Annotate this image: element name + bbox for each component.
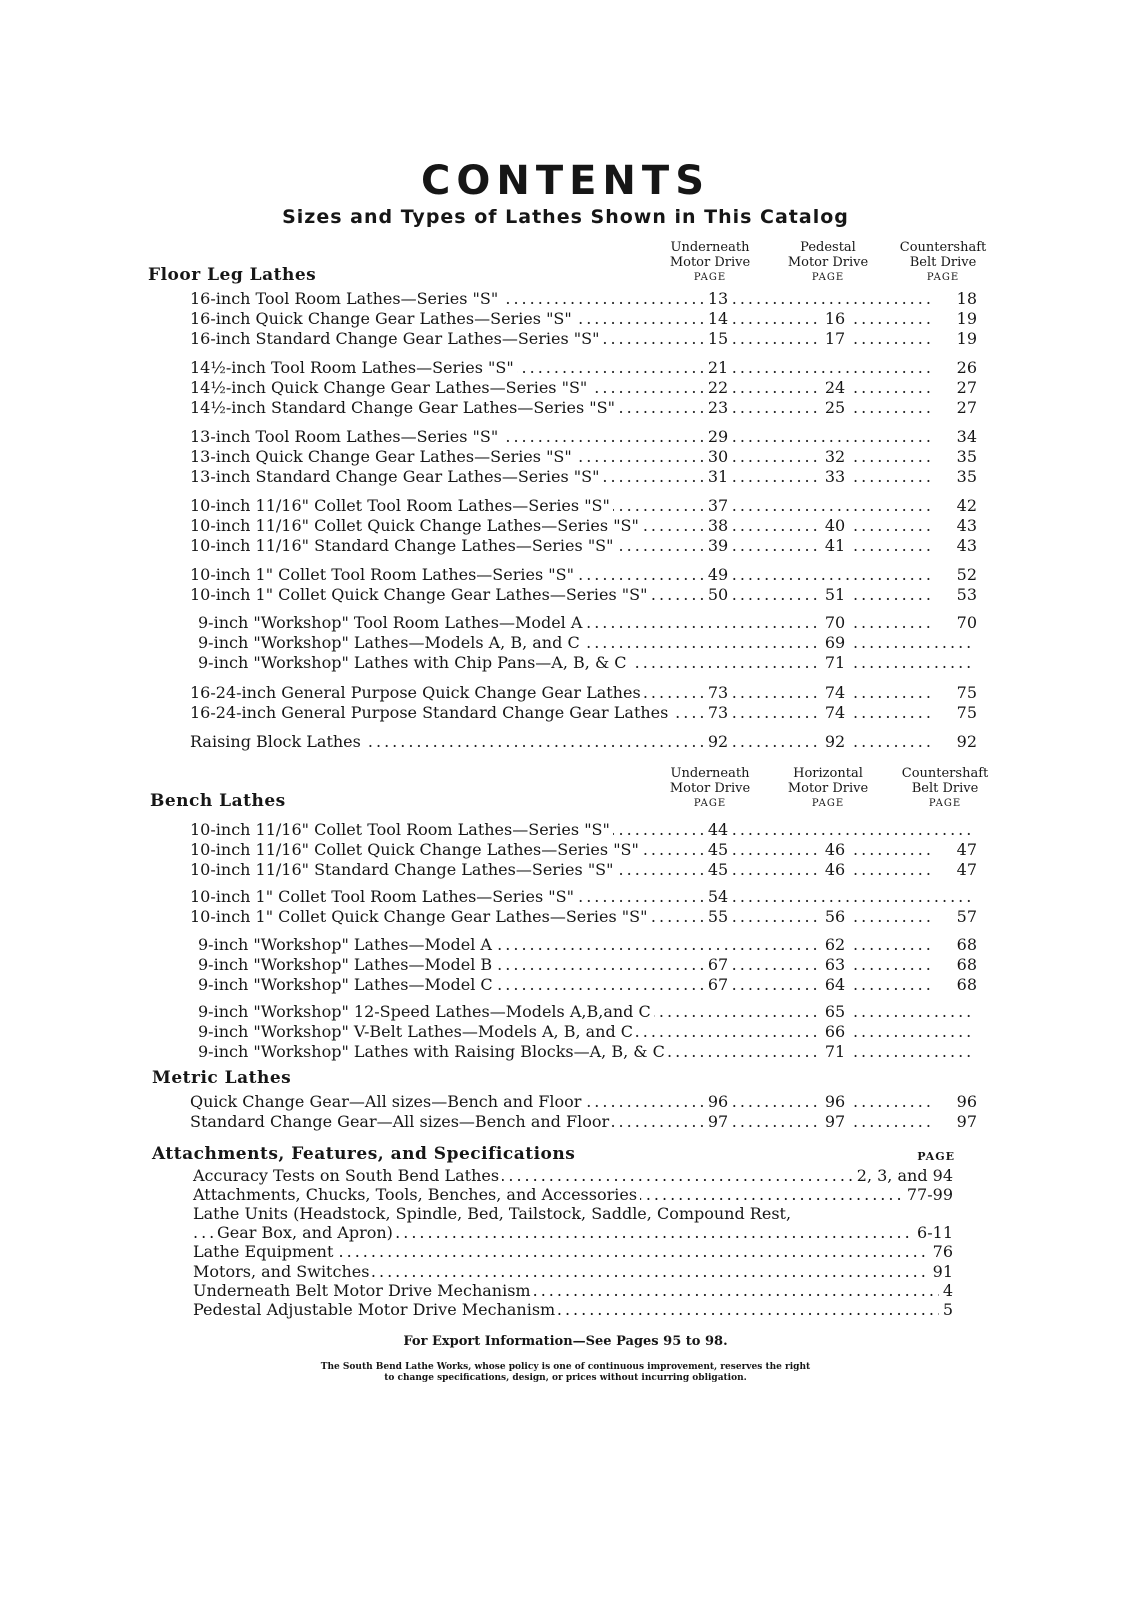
toc-row-label: 16-inch Standard Change Gear Lathes—Series "S"	[190, 328, 602, 349]
toc-row-label: Quick Change Gear—All sizes—Bench and Floor	[190, 1091, 584, 1112]
page-subtitle: Sizes and Types of Lathes Shown in This Catalog	[282, 206, 849, 228]
toc-page-number: 45	[703, 859, 733, 880]
toc-page-number: 31	[703, 466, 733, 487]
toc-page-number: 21	[703, 357, 733, 378]
attachments-row-label: Underneath Belt Motor Drive Mechanism	[193, 1281, 534, 1300]
toc-page-number: 14	[703, 308, 733, 329]
toc-row	[190, 564, 975, 585]
toc-row	[198, 652, 975, 673]
metric-section-heading: Metric Lathes	[152, 1068, 292, 1088]
attachments-row	[193, 1262, 953, 1281]
toc-page-number: 46	[820, 859, 850, 880]
toc-row-label: 16-24-inch General Purpose Standard Change Gear Lathes	[190, 702, 671, 723]
toc-page-number: 66	[820, 1021, 850, 1042]
toc-row-label: 16-24-inch General Purpose Quick Change Gear Lathes	[190, 682, 644, 703]
toc-page-number: 19	[935, 308, 977, 329]
toc-page-number: 44	[703, 819, 733, 840]
toc-row	[198, 1021, 975, 1042]
toc-page-number: 43	[935, 515, 977, 536]
toc-row	[190, 731, 975, 752]
toc-page-number: 22	[703, 377, 733, 398]
toc-row	[190, 288, 975, 309]
toc-page-number: 40	[820, 515, 850, 536]
toc-page-number: 17	[820, 328, 850, 349]
toc-row-label: 10-inch 1" Collet Quick Change Gear Lathes—Series "S"	[190, 584, 650, 605]
toc-row-label: Standard Change Gear—All sizes—Bench and Floor	[190, 1111, 612, 1132]
toc-page-number: 46	[820, 839, 850, 860]
attachments-row-label: Gear Box, and Apron)	[217, 1223, 396, 1242]
floor-section-heading: Floor Leg Lathes	[148, 265, 317, 285]
toc-row	[198, 1001, 975, 1022]
toc-row-label: 10-inch 11/16" Standard Change Lathes—Series "S"	[190, 859, 617, 880]
toc-row-label: 13-inch Tool Room Lathes—Series "S"	[190, 426, 501, 447]
toc-row-label: 9-inch "Workshop" Lathes—Model A	[198, 934, 495, 955]
toc-row-label: 10-inch 1" Collet Tool Room Lathes—Series "S"	[190, 564, 577, 585]
toc-page-number: 75	[935, 702, 977, 723]
attachments-row-label: Accuracy Tests on South Bend Lathes	[193, 1166, 502, 1185]
toc-page-number: 53	[935, 584, 977, 605]
attachments-page-number: 77-99	[903, 1185, 953, 1204]
attachments-row	[193, 1204, 953, 1223]
toc-row-label: 9-inch "Workshop" Lathes with Chip Pans—A, B, & C	[198, 652, 630, 673]
toc-page-number: 51	[820, 584, 850, 605]
toc-row	[198, 974, 975, 995]
toc-row	[190, 446, 975, 467]
attachments-page-number: 4	[939, 1281, 953, 1300]
toc-page-number: 68	[935, 974, 977, 995]
toc-page-number: 30	[703, 446, 733, 467]
toc-page-number: 35	[935, 466, 977, 487]
toc-row-label: 9-inch "Workshop" 12-Speed Lathes—Models A,B,and C	[198, 1001, 654, 1022]
toc-row	[190, 357, 975, 378]
toc-page-number: 47	[935, 839, 977, 860]
toc-page-number: 97	[703, 1111, 733, 1132]
toc-page-number: 57	[935, 906, 977, 927]
toc-row-label: 9-inch "Workshop" V-Belt Lathes—Models A, B, and C	[198, 1021, 636, 1042]
toc-row-label: 10-inch 1" Collet Tool Room Lathes—Series "S"	[190, 886, 577, 907]
toc-page-number: 71	[820, 652, 850, 673]
floor-col-header-1: Underneath Motor Drive PAGE	[669, 240, 751, 283]
toc-row	[190, 1091, 975, 1112]
toc-page-number: 65	[820, 1001, 850, 1022]
toc-row	[190, 308, 975, 329]
export-note: For Export Information—See Pages 95 to 98.	[403, 1334, 728, 1349]
toc-row	[190, 426, 975, 447]
toc-row	[190, 886, 975, 907]
toc-page-number: 75	[935, 682, 977, 703]
toc-page-number: 92	[820, 731, 850, 752]
toc-page-number: 33	[820, 466, 850, 487]
toc-page-number: 96	[820, 1091, 850, 1112]
attachments-row-label: Pedestal Adjustable Motor Drive Mechanism	[193, 1300, 558, 1319]
toc-page-number: 69	[820, 632, 850, 653]
toc-page-number: 29	[703, 426, 733, 447]
toc-row-label: 10-inch 1" Collet Quick Change Gear Lathes—Series "S"	[190, 906, 650, 927]
toc-row-label: 10-inch 11/16" Collet Tool Room Lathes—Series "S"	[190, 819, 613, 840]
toc-row-label: 14½-inch Quick Change Gear Lathes—Series "S"	[190, 377, 590, 398]
toc-page-number: 73	[703, 702, 733, 723]
toc-page-number: 73	[703, 682, 733, 703]
toc-row	[190, 466, 975, 487]
attachments-row	[193, 1242, 953, 1261]
toc-page-number: 35	[935, 446, 977, 467]
toc-row	[198, 934, 975, 955]
toc-page-number: 63	[820, 954, 850, 975]
toc-row	[198, 632, 975, 653]
toc-page-number: 71	[820, 1041, 850, 1062]
attachments-row	[193, 1166, 953, 1185]
toc-row	[190, 377, 975, 398]
attachments-page-number: 2, 3, and 94	[853, 1166, 953, 1185]
toc-row-label: 9-inch "Workshop" Lathes—Model C	[198, 974, 496, 995]
toc-page-number: 41	[820, 535, 850, 556]
toc-page-number: 37	[703, 495, 733, 516]
toc-page-number: 24	[820, 377, 850, 398]
toc-row-label: 14½-inch Tool Room Lathes—Series "S"	[190, 357, 517, 378]
toc-page-number: 27	[935, 397, 977, 418]
attachments-row-label: Attachments, Chucks, Tools, Benches, and Accessories	[193, 1185, 640, 1204]
toc-row	[190, 682, 975, 703]
toc-page-number: 70	[935, 612, 977, 633]
toc-page-number: 18	[935, 288, 977, 309]
toc-row	[190, 702, 975, 723]
toc-row-label: 9-inch "Workshop" Tool Room Lathes—Model A	[198, 612, 585, 633]
toc-page-number: 74	[820, 702, 850, 723]
toc-page-number: 27	[935, 377, 977, 398]
attachments-row-label: Lathe Units (Headstock, Spindle, Bed, Tailstock, Saddle, Compound Rest,	[193, 1204, 794, 1223]
toc-page-number: 32	[820, 446, 850, 467]
toc-page-number: 68	[935, 934, 977, 955]
toc-row	[198, 954, 975, 975]
toc-page-number: 49	[703, 564, 733, 585]
attachments-page-number: 91	[929, 1262, 953, 1281]
toc-row-label: 13-inch Quick Change Gear Lathes—Series "S"	[190, 446, 575, 467]
toc-row-label: 16-inch Tool Room Lathes—Series "S"	[190, 288, 501, 309]
toc-page-number: 16	[820, 308, 850, 329]
toc-page-number: 43	[935, 535, 977, 556]
toc-page-number: 92	[703, 731, 733, 752]
toc-page-number: 97	[935, 1111, 977, 1132]
toc-row	[190, 1111, 975, 1132]
toc-row	[190, 495, 975, 516]
toc-row-label: 10-inch 11/16" Standard Change Lathes—Series "S"	[190, 535, 617, 556]
toc-page-number: 39	[703, 535, 733, 556]
toc-page-number: 38	[703, 515, 733, 536]
attachments-page-number: 5	[939, 1300, 953, 1319]
toc-row-label: 16-inch Quick Change Gear Lathes—Series "S"	[190, 308, 575, 329]
toc-page-number: 54	[703, 886, 733, 907]
toc-page-number: 25	[820, 397, 850, 418]
toc-page-number: 23	[703, 397, 733, 418]
attachments-page-number: 6-11	[913, 1223, 953, 1242]
attachments-page-number: 76	[929, 1242, 953, 1261]
toc-page-number: 13	[703, 288, 733, 309]
toc-page-number: 55	[703, 906, 733, 927]
toc-row-label: 9-inch "Workshop" Lathes—Model B	[198, 954, 495, 975]
toc-page-number: 97	[820, 1111, 850, 1132]
toc-row	[190, 839, 975, 860]
toc-row	[190, 515, 975, 536]
footnote: The South Bend Lathe Works, whose policy is one of continuous improvement, reserves the right to change specifications, design, or prices without incurring obligation.	[320, 1362, 811, 1383]
toc-row	[198, 1041, 975, 1062]
toc-page-number: 19	[935, 328, 977, 349]
toc-page-number: 67	[703, 954, 733, 975]
toc-page-number: 74	[820, 682, 850, 703]
attachments-row-label: Motors, and Switches	[193, 1262, 372, 1281]
toc-row	[198, 612, 975, 633]
toc-page-number: 67	[703, 974, 733, 995]
toc-page-number: 34	[935, 426, 977, 447]
toc-page-number: 92	[935, 731, 977, 752]
toc-row-label: 10-inch 11/16" Collet Tool Room Lathes—Series "S"	[190, 495, 613, 516]
toc-page-number: 64	[820, 974, 850, 995]
toc-page-number: 50	[703, 584, 733, 605]
attachments-section-heading: Attachments, Features, and Specifications	[152, 1144, 576, 1164]
toc-row	[190, 819, 975, 840]
page-title: CONTENTS	[420, 158, 710, 204]
bench-col-header-3: Countershaft Belt Drive PAGE	[901, 766, 989, 809]
attachments-row-label: Lathe Equipment	[193, 1242, 336, 1261]
floor-col-header-3: Countershaft Belt Drive PAGE	[899, 240, 987, 283]
toc-row-label: Raising Block Lathes	[190, 731, 364, 752]
attachments-row	[193, 1223, 953, 1242]
toc-page-number: 15	[703, 328, 733, 349]
toc-row-label: 9-inch "Workshop" Lathes—Models A, B, and C	[198, 632, 583, 653]
toc-page-number: 52	[935, 564, 977, 585]
toc-page-number: 96	[703, 1091, 733, 1112]
toc-page-number: 62	[820, 934, 850, 955]
bench-section-heading: Bench Lathes	[150, 791, 286, 811]
toc-row-label: 13-inch Standard Change Gear Lathes—Series "S"	[190, 466, 602, 487]
toc-row	[190, 397, 975, 418]
toc-row	[190, 584, 975, 605]
toc-row-label: 10-inch 11/16" Collet Quick Change Lathes—Series "S"	[190, 515, 642, 536]
toc-row	[190, 535, 975, 556]
toc-row-label: 10-inch 11/16" Collet Quick Change Lathes—Series "S"	[190, 839, 642, 860]
attachments-row	[193, 1300, 953, 1319]
toc-page-number: 26	[935, 357, 977, 378]
toc-row-label: 14½-inch Standard Change Gear Lathes—Series "S"	[190, 397, 618, 418]
toc-row	[190, 906, 975, 927]
toc-page-number: 42	[935, 495, 977, 516]
toc-page-number: 68	[935, 954, 977, 975]
toc-page-number: 45	[703, 839, 733, 860]
toc-page-number: 47	[935, 859, 977, 880]
attachments-row	[193, 1281, 953, 1300]
bench-col-header-1: Underneath Motor Drive PAGE	[669, 766, 751, 809]
toc-page-number: 70	[820, 612, 850, 633]
toc-page-number: 56	[820, 906, 850, 927]
bench-col-header-2: Horizontal Motor Drive PAGE	[787, 766, 869, 809]
toc-row	[190, 859, 975, 880]
toc-row	[190, 328, 975, 349]
toc-page-number: 96	[935, 1091, 977, 1112]
floor-col-header-2: Pedestal Motor Drive PAGE	[787, 240, 869, 283]
attachments-row	[193, 1185, 953, 1204]
toc-row-label: 9-inch "Workshop" Lathes with Raising Blocks—A, B, & C	[198, 1041, 668, 1062]
attachments-page-label: PAGE	[917, 1150, 955, 1163]
